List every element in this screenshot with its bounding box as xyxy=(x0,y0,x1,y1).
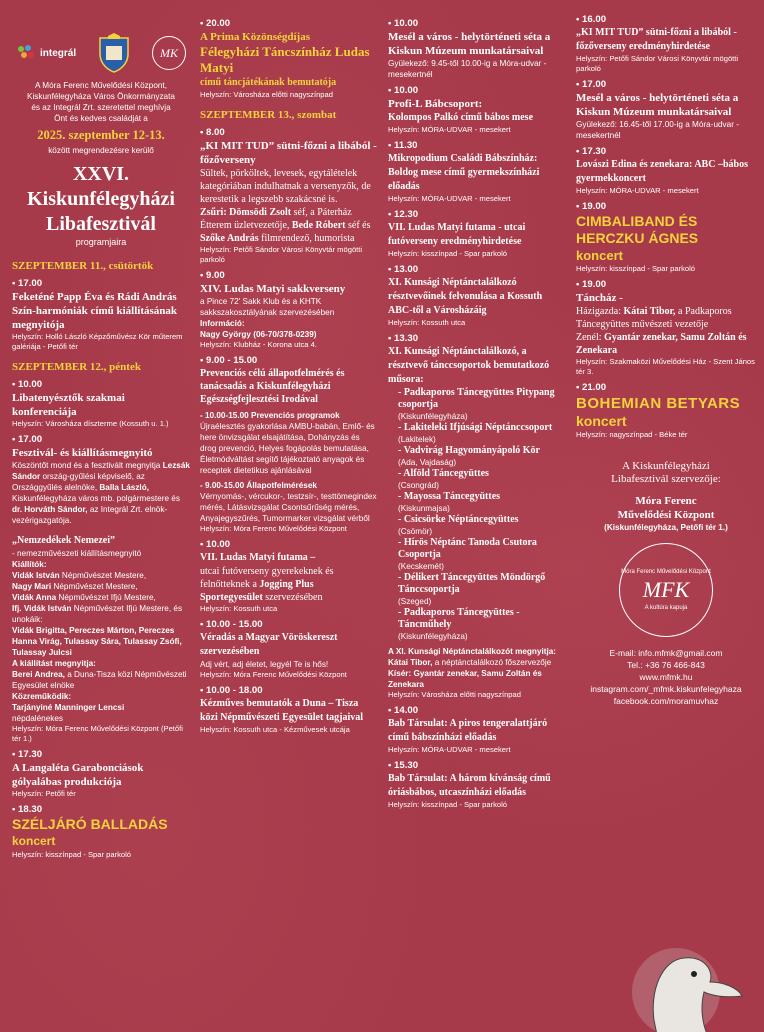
event-time: • 9.00 - 15.00 xyxy=(200,355,378,367)
title-festival: Libafesztivál xyxy=(46,213,156,235)
opener: Berei Andrea, a Duna-Tisza közi Népművészeti Egyesület elnöke xyxy=(12,670,187,690)
dance-group-item: - Padkaporos Táncegyüttes - Táncműhely (Kiskunfélegyháza) xyxy=(398,607,520,641)
event-body: Vérnyomás-, vércukor-, testzsír-, testtömegindex mérés, Látásvizsgálat Csontsűrűség mérés, Anyajegyszűrés, Tumormarker vizsgálat vérből xyxy=(200,492,377,523)
dance-group-item: - Délikert Táncegyüttes Möndörgő Tánccsoportja (Szeged) xyxy=(398,572,546,606)
event-title: Félegyházi Táncszínház Ludas Matyi xyxy=(200,44,370,75)
info-contact: Nagy György (06-70/378-0239) xyxy=(200,330,317,339)
intro-line: A Móra Ferenc Művelődési Központ, xyxy=(35,81,167,90)
medal-top-text: Móra Ferenc Művelődési Központ xyxy=(621,569,711,575)
event-title: Libatenyésztők szakmai konferenciája xyxy=(12,392,125,418)
event-title: XIV. Ludas Matyi sakkverseny xyxy=(200,283,346,295)
event-place: Helyszín: Kossuth utca - Kézművesek utcája xyxy=(200,725,350,734)
event-title: XI. Kunsági Néptánctalálkozó, a résztvevő tánccsoportok bemutatkozó műsora: xyxy=(388,346,550,385)
event-body: utcai futóverseny gyerekeknek és felnőtteknek a Jogging Plus Sportegyesület szervezésében xyxy=(200,566,334,603)
mfk-medal xyxy=(618,543,714,637)
event-place: Helyszín: MÓRA-UDVAR - mesekert xyxy=(388,745,511,754)
event-time: • 10.00 xyxy=(388,18,566,30)
event-place: Helyszín: Szakmaközi Művelődési Ház - Szent János tér 3. xyxy=(576,357,755,376)
event-time: • 10.00 xyxy=(200,539,378,551)
event-body: a Pince 72' Sakk Klub és a KHTK sakkszakosztályának szervezésében xyxy=(200,297,335,317)
event-place: Helyszín: Petőfi Sándor Városi Könyvtár mögötti parkoló xyxy=(200,245,363,264)
event-time: • 10.00 - 18.00 xyxy=(200,685,378,697)
event-place: Helyszín: Petőfi Sándor Városi Könyvtár mögötti parkoló xyxy=(576,54,739,73)
event-title-highlight: koncert xyxy=(576,413,627,429)
exhibitors-label: Kiállítók: xyxy=(12,560,47,569)
column-3 xyxy=(388,0,566,1032)
event-title: Táncház - xyxy=(576,292,623,304)
contact-phone[interactable]: Tel.: +36 76 466-843 xyxy=(627,660,705,670)
column-4 xyxy=(576,0,756,1032)
event-place: Helyszín: Kossuth utca xyxy=(388,318,466,327)
event-title-highlight: koncert xyxy=(12,834,56,848)
event-time: • 9.00 xyxy=(200,270,378,282)
intro-line: és az Integrál Zrt. szeretettel meghívja xyxy=(31,103,171,112)
event-time: • 12.30 xyxy=(388,209,566,221)
event-time: • 19.00 xyxy=(576,201,756,213)
intro-line: Önt és kedves családját a xyxy=(54,114,148,123)
event-title: Mesél a város - helytörténeti séta a Kiskun Múzeum munkatársaival xyxy=(576,92,739,118)
between-text: között megrendezésre kerülő xyxy=(48,146,154,155)
event-place: Helyszín: kisszínpad - Spar parkoló xyxy=(576,264,696,273)
event-title: VII. Ludas Matyi futama - utcai futóverseny eredményhirdetése xyxy=(388,222,526,247)
event-title-highlight: BOHEMIAN BETYARS xyxy=(576,395,741,412)
event-time: • 19.00 xyxy=(576,279,756,291)
medal-monogram: MFK xyxy=(642,577,690,602)
event-time: • 16.00 xyxy=(576,14,756,26)
event-title: „KI MIT TUD” sütni-főzni a libából -főzőverseny eredményhirdetése xyxy=(576,27,737,52)
event-title: A Langaléta Garabonciások gólyalábas produkciója xyxy=(12,762,144,788)
organizer-name: Móra Ferenc xyxy=(635,495,697,507)
title-subtitle: programjaira xyxy=(75,237,127,247)
day-heading-thursday: SZEPTEMBER 11., csütörtök xyxy=(12,260,154,272)
medal-bottom-text: A kultúra kapuja xyxy=(644,605,688,611)
cooperator-role: népdalénekes xyxy=(12,714,63,723)
event-time: • 10.00 xyxy=(388,85,566,97)
coat-of-arms-icon xyxy=(97,32,131,74)
event-title: Prevenciós célú állapotfelmérés és tanácsadás a Kiskunfélegyházi Egészségfejlesztési Irodával xyxy=(200,368,345,405)
dance-group-item: - Padkaporos Táncegyüttes Pitypang csoportja (Kiskunfélegyháza) xyxy=(398,387,555,421)
event-place: Helyszín: nagyszínpad - Béke tér xyxy=(576,430,688,439)
contact-instagram[interactable]: instagram.com/_mfmk.kiskunfelegyhaza xyxy=(590,684,742,694)
event-body: Gyülekező: 9.45-től 10.00-ig a Móra-udvar - mesekertnél xyxy=(388,59,547,79)
event-place: Helyszín: kisszínpad - Spar parkoló xyxy=(12,850,132,859)
event-title: „Nemzedékek Nemezei” xyxy=(12,535,116,546)
event-time: • 11.30 xyxy=(388,140,566,152)
event-body: Házigazda: Kátai Tibor, a Padkaporos Táncegyüttes művészeti vezetője xyxy=(576,306,732,330)
event-title: Feketéné Papp Éva és Rádi András Szín-harmóniák című kiállításának megnyitója xyxy=(12,291,178,331)
event-subtitle: - 9.00-15.00 Állapotfelmérések xyxy=(200,481,317,490)
event-time: • 13.30 xyxy=(388,333,566,345)
event-subtitle: - nemezművészeti kiállításmegnyitó xyxy=(12,549,142,558)
contact-email[interactable]: E-mail: info.mfmk@gmail.com xyxy=(609,648,723,658)
event-body: Sültek, pörköltek, levesek, egytálételek kategóriában indulhatnak a versenyzők, de kerestetik a legszebb szakácsné is. xyxy=(200,168,371,205)
opener-label: A XI. Kunsági Néptánctalálkozót megnyitja: xyxy=(388,647,557,656)
event-place: Helyszín: kisszínpad - Spar parkoló xyxy=(388,249,508,258)
event-title: Fesztivál- és kiállításmegnyitó xyxy=(12,447,153,459)
event-time: • 17.00 xyxy=(576,79,756,91)
music: Kísér: Gyantár zenekar, Samu Zoltán és Zenekara xyxy=(388,669,542,689)
dance-group-item: - Lakiteleki Ifjúsági Néptánccsoport (Lakitelek) xyxy=(398,422,553,444)
event-title: Véradás a Magyar Vöröskereszt szervezésében xyxy=(200,632,338,657)
event-place: Helyszín: MÓRA-UDVAR - mesekert xyxy=(388,125,511,134)
dance-group-item: - Alföld Táncegyüttes (Csongrád) xyxy=(398,468,489,490)
event-time: • 17.30 xyxy=(12,749,190,761)
integral-mark-icon xyxy=(16,44,38,62)
event-time: • 13.00 xyxy=(388,264,566,276)
event-title: Bab Társulat: A három kívánság című óriásbábos, utcaszínházi előadás xyxy=(388,773,551,798)
dance-group-item: - Hírös Néptánc Tanoda Csutora Csoportja (Kecskemét) xyxy=(398,537,537,571)
day-heading-saturday: SZEPTEMBER 13., szombat xyxy=(200,109,337,121)
mk-logo xyxy=(152,36,186,70)
info-label: Információ: xyxy=(200,319,245,328)
event-time: • 10.00 - 15.00 xyxy=(200,619,378,631)
event-time: • 14.00 xyxy=(388,705,566,717)
event-place: Helyszín: MÓRA-UDVAR - mesekert xyxy=(576,186,699,195)
event-time: • 17.00 xyxy=(12,278,190,290)
event-place: Helyszín: Városháza előtti nagyszínpad xyxy=(200,90,333,99)
organizer-name: Művelődési Központ xyxy=(617,509,715,521)
event-subtitle: Boldog mese című gyermekszínházi előadás xyxy=(388,167,540,192)
event-place: Helyszín: Móra Ferenc Művelődési Központ xyxy=(200,524,347,533)
jury: Zsűri: Dömsödi Zsolt séf, a Páterház Étterem üzletvezetője, Bede Róbert séf és Szőke András filmrendező, humorista xyxy=(200,207,371,244)
dance-groups-list xyxy=(388,387,566,642)
event-body: Gyülekező: 16.45-től 17.00-ig a Móra-udvar - mesekertnél xyxy=(576,120,739,140)
event-title: Mikropodium Családi Bábszínház: xyxy=(388,153,538,164)
event-title-highlight: SZÉLJÁRÓ BALLADÁS xyxy=(12,816,168,832)
event-title: „KI MIT TUD” sütni-főzni a libából - főzőverseny xyxy=(200,140,377,166)
event-title: Lovászi Edina és zenekara: ABC –bábos gyermekkoncert xyxy=(576,159,748,184)
day-heading-friday: SZEPTEMBER 12., péntek xyxy=(12,361,141,373)
integral-logo xyxy=(16,44,76,62)
dance-group-item: - Vadvirág Hagyományápoló Kör (Ada, Vajdaság) xyxy=(398,445,540,467)
event-time: • 18.30 xyxy=(12,804,190,816)
logo-row xyxy=(12,0,190,78)
event-body: Adj vért, adj életet, legyél Te is hős! xyxy=(200,660,329,669)
organizer-line: A Kiskunfélegyházi xyxy=(622,460,710,472)
event-title: XI. Kunsági Néptánctalálkozó résztvevőinek felvonulása a Kossuth ABC-től a Városházáig xyxy=(388,277,543,316)
goose-illustration-icon xyxy=(614,930,744,1032)
cooperator-name: Tarjányiné Manninger Lencsi xyxy=(12,703,125,712)
event-title: Kézműves bemutatók a Duna – Tisza közi Népművészeti Egyesület tagjaival xyxy=(200,698,364,723)
event-time: • 17.00 xyxy=(12,434,190,446)
mk-logo-text: MK xyxy=(160,45,178,60)
event-time: • 20.00 xyxy=(200,18,378,30)
intro-line: Kiskunfélegyháza Város Önkormányzata xyxy=(27,92,175,101)
contact-facebook[interactable]: facebook.com/moramuvhaz xyxy=(613,696,719,706)
title-edition: XXVI. xyxy=(72,163,130,185)
event-place: Helyszín: Petőfi tér xyxy=(12,789,76,798)
event-title: VII. Ludas Matyi futama – xyxy=(200,552,316,563)
event-time: • 10.00 xyxy=(12,379,190,391)
event-place: Helyszín: Móra Ferenc Művelődési Központ xyxy=(200,670,347,679)
event-place: Helyszín: Móra Ferenc Művelődési Központ (Petőfi tér 1.) xyxy=(12,724,183,743)
column-2 xyxy=(200,0,378,1032)
music: Zenél: Gyantár zenekar, Samu Zoltán és Zenekara xyxy=(576,332,747,356)
event-place: Helyszín: Városháza előtti nagyszínpad xyxy=(388,690,521,699)
cooperator-label: Közreműködik: xyxy=(12,692,72,701)
event-time: • 15.30 xyxy=(388,760,566,772)
organizer-line: Libafesztivál szervezője: xyxy=(611,473,721,485)
contact-website[interactable]: www.mfmk.hu xyxy=(639,672,693,682)
event-subtitle: Kolompos Palkó című bábos mese xyxy=(388,112,534,123)
organizer-address: (Kiskunfélegyháza, Petőfi tér 1.) xyxy=(604,523,728,532)
intro-text xyxy=(12,80,190,124)
exhibitors-list: Vidák István Népművészet Mestere, Nagy Mari Népművészet Mestere, Vidák Anna Népművészet Ifjú Mestere, Ifj. Vidák István Népművészet Ifjú Mestere, és unokáik: Vidák Brigitta, Pereczes Márton, Pereczes Hanna Virág, Tulassay Sára, Tulassay Zsófi, Tulassay Julcsi xyxy=(12,571,183,657)
event-pretitle: A Prima Közönségdíjas xyxy=(200,31,310,43)
integral-logo-text: integrál xyxy=(40,47,77,59)
column-1 xyxy=(12,0,190,1032)
event-place: Helyszín: Városháza díszterme (Kossuth u. 1.) xyxy=(12,419,169,428)
event-place: Helyszín: Holló László Képzőművész Kör műterem galériája - Petőfi tér xyxy=(12,332,183,351)
event-body: Köszöntőt mond és a fesztivált megnyitja Lezsák Sándor ország-gyűlési képviselő, az Országgyűlés alelnöke, Balla László, Kiskunfélegyháza város mb. polgármestere és dr. Horváth Sándor, az Integrál Zrt. elnök-vezérigazgatója. xyxy=(12,461,190,525)
event-title: Mesél a város - helytörténeti séta a Kiskun Múzeum munkatársaival xyxy=(388,31,551,57)
event-place: Helyszín: Klubház - Korona utca 4. xyxy=(200,340,317,349)
opener-label: A kiállítást megnyitja: xyxy=(12,659,96,668)
event-title-tail: című táncjátékának bemutatója xyxy=(200,77,337,88)
contact-block xyxy=(576,647,756,707)
opener: Kátai Tibor, a néptánctalálkozó főszervezője xyxy=(388,658,552,667)
event-title-highlight: koncert xyxy=(576,248,623,263)
dance-group-item: - Csicsörke Néptáncegyüttes (Csömör) xyxy=(398,514,519,536)
title-city: Kiskunfélegyházi xyxy=(27,188,175,210)
event-place: Helyszín: Kossuth utca xyxy=(200,604,278,613)
dance-group-item: - Mayossa Táncegyüttes (Kiskunmajsa) xyxy=(398,491,501,513)
event-title: Profi-L Bábcsoport: xyxy=(388,98,483,110)
event-time: • 8.00 xyxy=(200,127,378,139)
event-place: Helyszín: MÓRA-UDVAR - mesekert xyxy=(388,194,511,203)
event-time: • 21.00 xyxy=(576,382,756,394)
event-body: Újraélesztés gyakorlása AMBU-babán, Emlő- és here önvizsgálat elsajátítása, Dohányzás és drog prevenció, Helyes fogápolás bemutatása, Életmódváltást segítő tájékoztató anyagok és receptek dietetikus ajánlásával xyxy=(200,422,375,475)
event-title: Bab Társulat: A piros tengeralattjáró című bábszínházi előadás xyxy=(388,718,548,743)
event-time: • 17.30 xyxy=(576,146,756,158)
event-title-highlight: CIMBALIBAND ÉS HERCZKU ÁGNES xyxy=(576,213,699,246)
event-subtitle: - 10.00-15.00 Prevenciós programok xyxy=(200,411,340,420)
festival-date: 2025. szeptember 12-13. xyxy=(37,128,165,142)
event-place: Helyszín: kisszínpad - Spar parkoló xyxy=(388,800,508,809)
